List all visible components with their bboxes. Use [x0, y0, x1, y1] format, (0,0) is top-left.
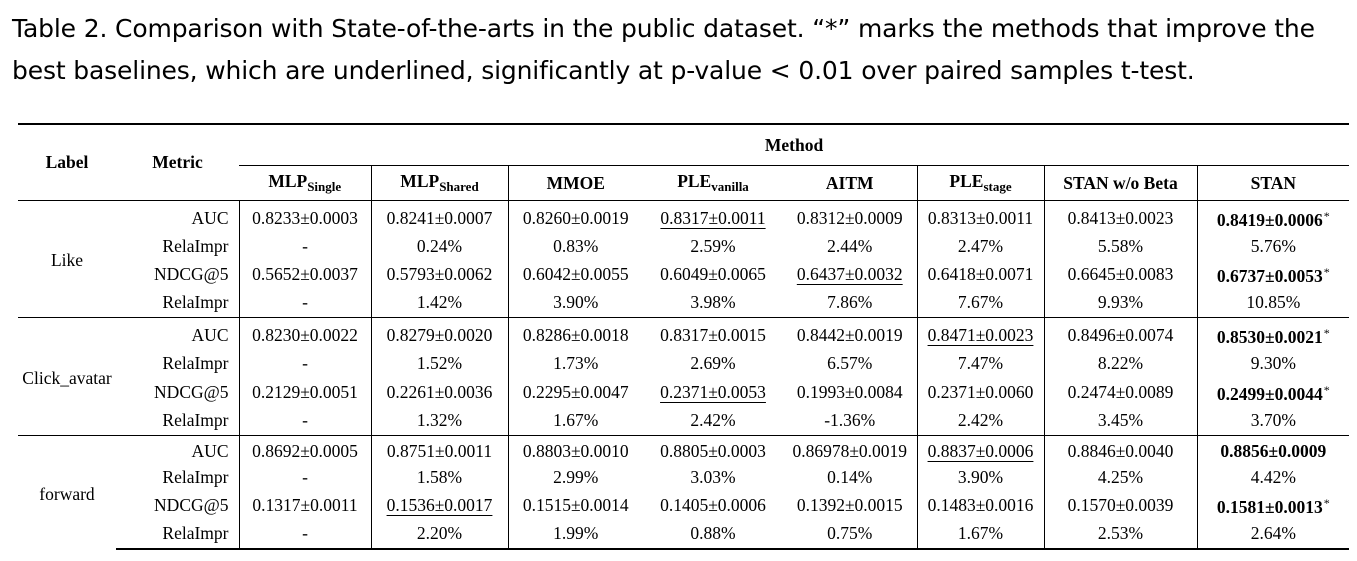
column-header-base: AITM	[825, 172, 874, 193]
value-cell	[783, 435, 917, 464]
value-cell	[508, 201, 643, 234]
table-body	[18, 201, 1349, 550]
metric-label: NDCG@5	[116, 259, 239, 289]
value-text: 0.6737±0.0053	[1216, 266, 1323, 287]
value-text: -1.36%	[824, 409, 876, 430]
column-header-5	[917, 166, 1044, 201]
value-text: 3.98%	[690, 292, 736, 313]
value-cell	[1197, 201, 1349, 234]
value-cell	[643, 259, 783, 289]
value-text: 0.8471±0.0023	[927, 325, 1034, 346]
label-header: Label	[18, 124, 116, 201]
significance-star: *	[1323, 326, 1330, 341]
column-header-4	[783, 166, 917, 201]
significance-star: *	[1323, 496, 1330, 511]
value-text: 0.8317±0.0011	[660, 208, 766, 228]
value-cell	[239, 407, 371, 436]
value-cell	[643, 318, 783, 351]
value-cell	[239, 350, 371, 376]
value-text: 0.1483±0.0016	[927, 495, 1034, 516]
value-cell	[783, 464, 917, 490]
comparison-table	[18, 123, 1349, 550]
value-text: 0.1581±0.0013	[1216, 497, 1323, 518]
value-text: 0.5652±0.0037	[252, 264, 358, 285]
value-cell	[917, 490, 1044, 520]
value-text: 0.8530±0.0021	[1216, 327, 1323, 348]
column-header-sub: Shared	[439, 179, 479, 194]
value-cell	[643, 407, 783, 436]
value-text: 0.1392±0.0015	[796, 495, 903, 516]
value-text: 0.8279±0.0020	[386, 325, 493, 346]
value-cell	[508, 464, 643, 490]
value-text: 0.2474±0.0089	[1067, 381, 1174, 402]
value-cell	[508, 259, 643, 289]
value-text: 0.6437±0.0032	[796, 264, 903, 285]
value-text: 0.2371±0.0053	[660, 381, 766, 402]
column-header-base: PLE	[949, 171, 984, 191]
value-text: 0.75%	[827, 523, 873, 544]
value-cell	[1044, 435, 1197, 464]
value-text: 0.8442±0.0019	[796, 325, 903, 346]
value-text: 0.2371±0.0060	[927, 381, 1034, 402]
value-cell	[917, 435, 1044, 464]
value-cell	[917, 289, 1044, 318]
column-header-base: MLP	[400, 171, 440, 191]
value-text: -	[302, 353, 308, 374]
header-row-1	[18, 124, 1349, 166]
value-cell	[1044, 407, 1197, 436]
value-text: 7.86%	[827, 292, 873, 313]
value-cell	[1197, 520, 1349, 549]
value-cell	[1197, 259, 1349, 289]
value-cell	[371, 435, 508, 464]
value-text: 0.8230±0.0022	[252, 325, 358, 346]
value-cell	[371, 233, 508, 259]
value-text: 0.8846±0.0040	[1067, 440, 1174, 461]
value-cell	[239, 318, 371, 351]
value-text: 7.47%	[957, 353, 1004, 374]
column-header-sub: Single	[307, 179, 342, 194]
value-text: 3.03%	[690, 467, 736, 488]
value-cell	[643, 233, 783, 259]
column-header-0	[239, 166, 371, 201]
value-cell	[643, 490, 783, 520]
value-cell	[1044, 520, 1197, 549]
value-text: 2.64%	[1250, 523, 1296, 544]
significance-star: *	[1323, 382, 1330, 397]
value-cell	[1197, 233, 1349, 259]
value-cell	[783, 289, 917, 318]
table-caption: Table 2. Comparison with State-of-the-arts in the public dataset. “*” marks the methods that improve the best baselines, which are underlined, significantly at p-value < 0.01 over paired samples t-test.	[12, 14, 1315, 85]
value-cell	[783, 201, 917, 234]
value-text: 0.2261±0.0036	[386, 381, 493, 402]
value-cell	[917, 464, 1044, 490]
metric-header: Metric	[116, 124, 239, 201]
value-text: 3.70%	[1250, 409, 1296, 430]
value-cell	[371, 407, 508, 436]
value-cell	[371, 464, 508, 490]
value-text: 2.69%	[690, 353, 736, 374]
value-text: 1.67%	[553, 409, 599, 430]
table-row	[18, 435, 1349, 464]
value-cell	[1044, 377, 1197, 407]
value-cell	[643, 289, 783, 318]
value-cell	[643, 201, 783, 234]
value-cell	[643, 520, 783, 549]
value-cell	[508, 520, 643, 549]
value-text: 1.32%	[416, 409, 463, 430]
value-text: 1.73%	[553, 353, 599, 374]
value-cell	[371, 201, 508, 234]
metric-label: AUC	[116, 318, 239, 351]
table-row	[18, 520, 1349, 549]
value-cell	[371, 520, 508, 549]
value-text: 5.58%	[1097, 236, 1144, 257]
value-text: 2.42%	[957, 409, 1004, 430]
value-cell	[1044, 201, 1197, 234]
value-text: 0.24%	[416, 236, 463, 257]
value-text: 9.93%	[1097, 292, 1144, 313]
value-text: 0.8419±0.0006	[1216, 210, 1323, 230]
table-row	[18, 318, 1349, 351]
value-text: 4.42%	[1250, 467, 1296, 488]
metric-label: RelaImpr	[116, 520, 239, 549]
value-cell	[643, 377, 783, 407]
value-cell	[508, 233, 643, 259]
value-cell	[783, 259, 917, 289]
value-text: 0.2295±0.0047	[522, 381, 629, 402]
value-cell	[643, 435, 783, 464]
value-text: 0.8260±0.0019	[522, 208, 629, 228]
value-cell	[239, 233, 371, 259]
column-header-base: MLP	[268, 171, 308, 191]
value-cell	[917, 201, 1044, 234]
value-text: 0.8413±0.0023	[1067, 208, 1174, 228]
value-text: 2.59%	[690, 236, 736, 257]
value-text: 7.67%	[957, 292, 1004, 313]
value-text: 0.8496±0.0074	[1067, 325, 1174, 346]
value-cell	[508, 318, 643, 351]
table-row	[18, 289, 1349, 318]
column-header-sub: vanilla	[711, 179, 749, 194]
column-header-base: STAN w/o Beta	[1063, 172, 1178, 193]
value-text: -	[302, 523, 308, 544]
value-text: 0.8241±0.0007	[386, 208, 493, 228]
column-header-6	[1044, 166, 1197, 201]
table-row	[18, 233, 1349, 259]
value-cell	[917, 233, 1044, 259]
value-text: 1.52%	[416, 353, 463, 374]
value-cell	[1197, 435, 1349, 464]
value-cell	[783, 407, 917, 436]
table-row	[18, 350, 1349, 376]
value-text: 0.8233±0.0003	[252, 208, 358, 228]
value-cell	[371, 350, 508, 376]
value-text: 0.6418±0.0071	[927, 264, 1034, 285]
value-cell	[783, 318, 917, 351]
value-text: 0.6049±0.0065	[660, 264, 766, 285]
table-row	[18, 407, 1349, 436]
value-cell	[1044, 289, 1197, 318]
value-text: -	[302, 292, 308, 313]
value-text: 1.58%	[416, 467, 463, 488]
value-cell	[1197, 464, 1349, 490]
value-text: 0.1405±0.0006	[660, 495, 766, 516]
value-cell	[239, 201, 371, 234]
value-cell	[239, 490, 371, 520]
column-header-base: PLE	[677, 171, 712, 191]
value-text: 0.88%	[690, 523, 736, 544]
value-text: 3.90%	[553, 292, 599, 313]
value-cell	[783, 377, 917, 407]
value-cell	[508, 435, 643, 464]
value-cell	[917, 318, 1044, 351]
value-text: 10.85%	[1246, 292, 1301, 313]
value-cell	[783, 350, 917, 376]
value-text: 0.8803±0.0010	[522, 440, 629, 461]
value-text: 0.6042±0.0055	[522, 264, 629, 285]
value-cell	[508, 407, 643, 436]
value-cell	[1197, 490, 1349, 520]
method-header: Method	[239, 124, 1349, 166]
value-text: 2.44%	[827, 236, 873, 257]
table-row	[18, 490, 1349, 520]
value-cell	[917, 520, 1044, 549]
value-cell	[1044, 233, 1197, 259]
value-text: -	[302, 409, 308, 430]
value-cell	[239, 435, 371, 464]
table-row	[18, 201, 1349, 234]
value-text: 0.83%	[553, 236, 599, 257]
value-text: 0.1570±0.0039	[1067, 495, 1174, 516]
value-text: 2.20%	[416, 523, 463, 544]
value-cell	[1197, 318, 1349, 351]
value-text: 1.99%	[553, 523, 599, 544]
value-text: 0.8317±0.0015	[660, 325, 766, 346]
value-text: 0.8751±0.0011	[386, 440, 493, 461]
value-cell	[371, 490, 508, 520]
group-label: forward	[18, 435, 116, 549]
value-cell	[508, 490, 643, 520]
value-text: 6.57%	[827, 353, 873, 374]
value-cell	[917, 350, 1044, 376]
column-header-base: STAN	[1250, 172, 1296, 193]
group-label: Like	[18, 201, 116, 318]
value-text: 0.5793±0.0062	[386, 264, 493, 285]
value-text: 0.1993±0.0084	[796, 381, 903, 402]
value-text: 0.8856±0.0009	[1220, 440, 1327, 461]
value-text: 9.30%	[1250, 353, 1296, 374]
value-text: 0.1317±0.0011	[252, 495, 358, 516]
value-cell	[371, 289, 508, 318]
value-text: 0.8805±0.0003	[660, 440, 766, 461]
value-cell	[1197, 289, 1349, 318]
value-cell	[1044, 318, 1197, 351]
metric-label: RelaImpr	[116, 407, 239, 436]
value-cell	[783, 490, 917, 520]
column-header-2	[508, 166, 643, 201]
value-cell	[1197, 377, 1349, 407]
column-header-sub: stage	[983, 179, 1012, 194]
column-header-7	[1197, 166, 1349, 201]
value-cell	[1197, 350, 1349, 376]
value-text: 2.53%	[1097, 523, 1144, 544]
value-cell	[783, 520, 917, 549]
column-header-base: MMOE	[546, 172, 605, 193]
value-text: 0.1536±0.0017	[386, 495, 493, 516]
value-cell	[1197, 407, 1349, 436]
value-text: 0.8837±0.0006	[927, 440, 1034, 461]
value-cell	[239, 464, 371, 490]
value-cell	[239, 520, 371, 549]
value-cell	[371, 377, 508, 407]
significance-star: *	[1323, 265, 1330, 280]
value-text: 3.90%	[957, 467, 1004, 488]
value-cell	[1044, 350, 1197, 376]
value-cell	[239, 259, 371, 289]
value-text: 0.14%	[827, 467, 873, 488]
metric-label: RelaImpr	[116, 350, 239, 376]
metric-label: NDCG@5	[116, 377, 239, 407]
value-text: 1.42%	[416, 292, 463, 313]
value-text: 0.6645±0.0083	[1067, 264, 1174, 285]
value-text: 0.2129±0.0051	[252, 381, 358, 402]
value-text: 0.86978±0.0019	[792, 440, 908, 461]
value-text: -	[302, 236, 308, 257]
value-cell	[917, 259, 1044, 289]
metric-label: AUC	[116, 201, 239, 234]
value-cell	[1044, 490, 1197, 520]
table-row	[18, 464, 1349, 490]
value-cell	[508, 289, 643, 318]
value-text: 0.1515±0.0014	[522, 495, 629, 516]
value-text: 1.67%	[957, 523, 1004, 544]
value-cell	[371, 259, 508, 289]
column-header-1	[371, 166, 508, 201]
significance-star: *	[1323, 209, 1330, 223]
value-text: 0.8313±0.0011	[927, 208, 1034, 228]
value-text: 2.47%	[957, 236, 1004, 257]
comparison-table-container	[18, 123, 1349, 550]
value-cell	[643, 464, 783, 490]
value-cell	[371, 318, 508, 351]
table-row	[18, 377, 1349, 407]
value-text: 0.2499±0.0044	[1216, 383, 1323, 404]
value-text: 5.76%	[1250, 236, 1296, 257]
value-text: 0.8312±0.0009	[796, 208, 903, 228]
value-cell	[783, 233, 917, 259]
value-text: 4.25%	[1097, 467, 1144, 488]
value-text: 2.42%	[690, 409, 736, 430]
value-cell	[917, 407, 1044, 436]
metric-label: RelaImpr	[116, 233, 239, 259]
value-cell	[239, 289, 371, 318]
value-cell	[508, 350, 643, 376]
metric-label: NDCG@5	[116, 490, 239, 520]
value-cell	[1044, 259, 1197, 289]
value-cell	[1044, 464, 1197, 490]
value-text: 2.99%	[553, 467, 599, 488]
value-cell	[917, 377, 1044, 407]
column-header-3	[643, 166, 783, 201]
value-text: 0.8286±0.0018	[522, 325, 629, 346]
value-text: 8.22%	[1097, 353, 1144, 374]
group-label: Click_avatar	[18, 318, 116, 435]
value-cell	[239, 377, 371, 407]
metric-label: RelaImpr	[116, 464, 239, 490]
table-row	[18, 259, 1349, 289]
metric-label: AUC	[116, 435, 239, 464]
metric-label: RelaImpr	[116, 289, 239, 318]
value-cell	[508, 377, 643, 407]
value-text: -	[302, 467, 308, 488]
value-text: 3.45%	[1097, 409, 1144, 430]
value-cell	[643, 350, 783, 376]
value-text: 0.8692±0.0005	[252, 440, 358, 461]
